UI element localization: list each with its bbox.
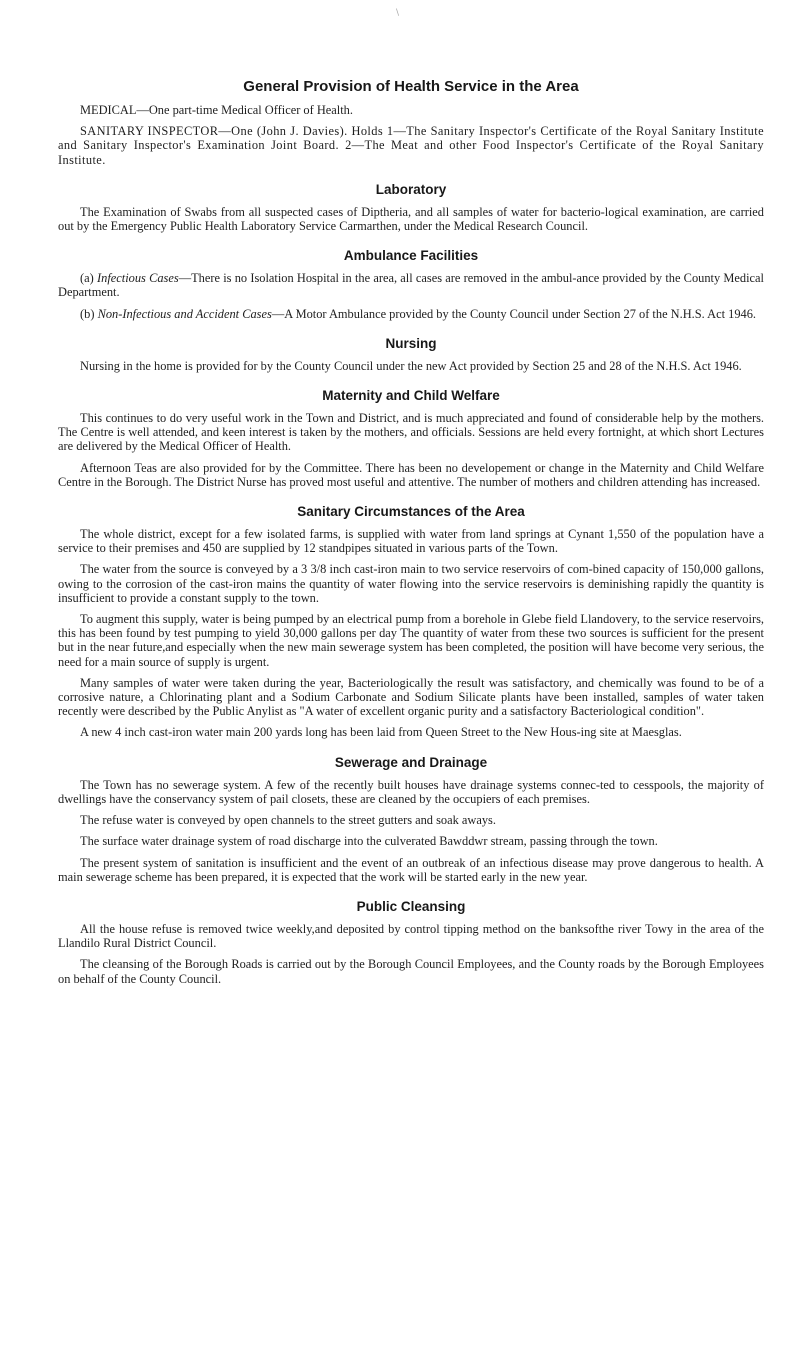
- maternity-section: [58, 388, 764, 489]
- nursing-paragraph: Nursing in the home is provided for by the County Council under the new Act provided by Section 25 and 28 of the N.H.S. Act 1946.: [80, 358, 742, 373]
- sewerage-paragraph-3: The surface water drainage system of road discharge into the culverated Bawddwr stream, passing through the town.: [80, 834, 658, 849]
- cleansing-paragraph-1: All the house refuse is removed twice weekly,and deposited by control tipping method on the banksofthe river Towy in the area of the Llandilo Rural District Council.: [58, 921, 764, 951]
- item-b-label: Non-Infectious and Accident Cases: [97, 306, 272, 321]
- item-b-marker: (b): [80, 306, 95, 321]
- maternity-paragraph-1: This continues to do very useful work in the Town and District, and is much appreciated and found of considerable help by the mothers. The Centre is well attended, and keen interest is taken by the mothers, and officials. Sessions are held every fortnight, at which short Lectures are delivered by the Medical Officer of Health.: [58, 411, 764, 454]
- maternity-heading: Maternity and Child Welfare: [322, 388, 500, 404]
- water-supply-paragraph-2: The water from the source is conveyed by a 3 3/8 inch cast-iron main to two service reservoirs of com-bined capacity of 150,000 gallons, owing to the corrosion of the cast-iron mains the quantity of water flowing into the service reservoirs is deminishing rapidly the quantity is insufficient to provide a constant supply to the town.: [58, 562, 764, 605]
- item-a-label: Infectious Cases: [97, 271, 179, 286]
- sewerage-paragraph-4: The present system of sanitation is insufficient and the event of an outbreak of an infectious disease may prove dangerous to health. A main sewerage scheme has been prepared, it is expected that the work will be started early in the new year.: [58, 855, 764, 884]
- laboratory-heading: Laboratory: [375, 181, 447, 197]
- ambulance-item-a: [58, 271, 764, 299]
- sanitary-circumstances-section: [58, 504, 764, 740]
- water-supply-paragraph-1: The whole district, except for a few isolated farms, is supplied with water from land springs at Cynant 1,550 of the population have a service to their premises and 450 are supplied by 12 standpipes situated in various parts of the Town.: [58, 527, 764, 556]
- ambulance-heading: Ambulance Facilities: [343, 248, 479, 264]
- water-supply-paragraph-4: Many samples of water were taken during the year, Bacteriologically the result was satisfactory, and chemically was found to be of a corrosive nature, a Chlorinating plant and a Sodium Carbonate and Sodium Silicate plants have been installed, samples of water taken recently were described by the Public Anylist as "A water of excellent organic purity and a satisfactory Bacteriological condition".: [58, 675, 764, 719]
- sewerage-paragraph-2: The refuse water is conveyed by open channels to the street gutters and soak aways.: [80, 813, 496, 828]
- sewerage-heading: Sewerage and Drainage: [334, 754, 488, 770]
- nursing-section: [58, 336, 764, 373]
- laboratory-paragraph: The Examination of Swabs from all suspected cases of Diptheria, and all samples of water for bacterio-logical examination, are carried out by the Emergency Public Health Laboratory Service Carmarthen, under the Medical Research Council.: [58, 204, 764, 234]
- item-a-marker: (a): [80, 271, 94, 286]
- public-cleansing-section: [58, 899, 764, 986]
- ambulance-item-b: [58, 307, 764, 321]
- public-cleansing-heading: Public Cleansing: [356, 898, 466, 914]
- page-title: General Provision of Health Service in the Area: [243, 78, 579, 95]
- sanitary-inspector-paragraph: SANITARY INSPECTOR—One (John J. Davies). Holds 1—The Sanitary Inspector's Certificate of the Royal Sanitary Institute and Sanitary Inspector's Examination Joint Board. 2—The Meat and other Food Inspector's Certificate of the Royal Sanitary Institute.: [58, 124, 764, 167]
- sewerage-paragraph-1: The Town has no sewerage system. A few of the recently built houses have drainage systems connec-ted to cesspools, the majority of dwellings have the conservancy system of pail closets, these are cleaned by the occupiers of each premises.: [58, 777, 764, 806]
- water-supply-paragraph-5: A new 4 inch cast-iron water main 200 yards long has been laid from Queen Street to the New Hous-ing site at Maesglas.: [80, 725, 682, 740]
- item-b-text: —A Motor Ambulance provided by the County Council under Section 27 of the N.H.S. Act 1946.: [271, 306, 757, 321]
- nursing-heading: Nursing: [385, 335, 437, 351]
- maternity-paragraph-2: Afternoon Teas are also provided for by the Committee. There has been no developement or change in the Maternity and Child Welfare Centre in the Borough. The District Nurse has proved most useful and attentive. The number of mothers and children attending has increased.: [58, 460, 764, 489]
- page-mark: \: [396, 8, 400, 18]
- laboratory-section: [58, 182, 764, 233]
- medical-paragraph: MEDICAL—One part-time Medical Officer of Health.: [80, 103, 353, 117]
- cleansing-paragraph-2: The cleansing of the Borough Roads is carried out by the Borough Council Employees, and the County roads by the Borough Employees on behalf of the County Council.: [58, 957, 764, 986]
- sanitary-circumstances-heading: Sanitary Circumstances of the Area: [297, 504, 525, 520]
- item-a-text: —There is no Isolation Hospital in the area, all cases are removed in the ambul-ance provided by the County Medical Department.: [58, 271, 764, 300]
- document-body: [58, 78, 764, 993]
- sewerage-section: [58, 755, 764, 884]
- ambulance-section: [58, 248, 764, 321]
- water-supply-paragraph-3: To augment this supply, water is being pumped by an electrical pump from a borehole in Glebe field Llandovery, to the service reservoirs, this has been found by test pumping to yield 30,000 gallons per day The quantity of water from these two sources is sufficient for the present but in the near future,and especially when the new main sewerage system has been completed, the position will have become very serious, the need for a main source of supply is urgent.: [58, 612, 764, 669]
